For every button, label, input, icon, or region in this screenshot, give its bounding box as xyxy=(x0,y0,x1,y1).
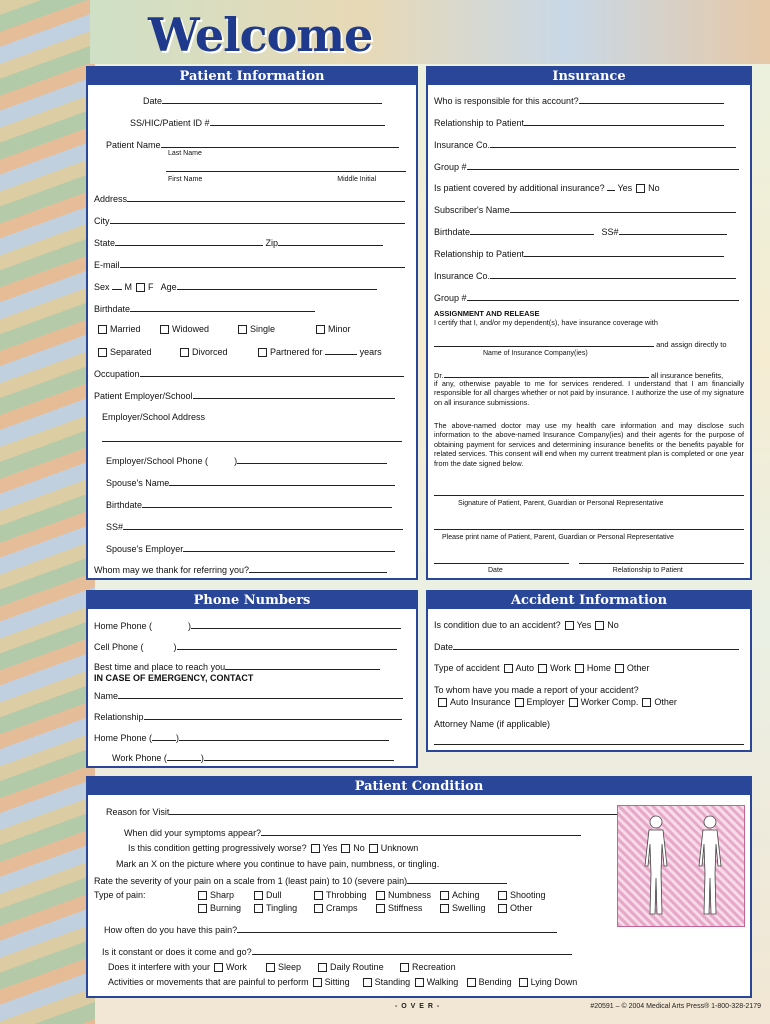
insurance-heading: Insurance xyxy=(428,68,750,85)
zip-label: Zip xyxy=(265,238,279,248)
activity-bending-label: Bending xyxy=(478,977,512,987)
group-field[interactable] xyxy=(467,160,739,170)
sex-f-checkbox[interactable] xyxy=(136,283,145,292)
relationship2-field[interactable] xyxy=(524,247,724,257)
accident-date-field[interactable] xyxy=(453,640,739,650)
city-field[interactable] xyxy=(110,214,405,224)
partnered-years-field[interactable] xyxy=(325,345,357,355)
divorced-checkbox[interactable] xyxy=(180,348,189,357)
zip-field[interactable] xyxy=(278,236,383,246)
worse-no-checkbox[interactable] xyxy=(341,844,350,853)
ss-id-label: SS/HIC/Patient ID # xyxy=(130,118,210,128)
decorative-artwork-left xyxy=(0,0,95,1024)
years-label: years xyxy=(359,347,382,357)
activity-walking-checkbox[interactable] xyxy=(415,978,424,987)
interfere-daily-checkbox[interactable] xyxy=(318,963,327,972)
aching-label: Aching xyxy=(452,890,480,900)
occupation-field[interactable] xyxy=(140,367,404,377)
spouse-birthdate-field[interactable] xyxy=(142,498,392,508)
subscriber-birthdate-field[interactable] xyxy=(470,225,594,235)
city-label: City xyxy=(94,216,110,226)
interfere-recreation-label: Recreation xyxy=(412,962,456,972)
report-workers-comp-checkbox[interactable] xyxy=(569,698,578,707)
constant-field[interactable] xyxy=(252,945,572,955)
home-phone-field[interactable] xyxy=(191,619,401,629)
print-name-caption: Please print name of Patient, Parent, Guardian or Personal Representative xyxy=(442,534,674,541)
responsible-label: Who is responsible for this account? xyxy=(434,96,579,106)
emergency-relationship-label: Relationship xyxy=(94,712,144,722)
subscriber-field[interactable] xyxy=(510,203,736,213)
appear-field[interactable] xyxy=(261,826,581,836)
pain-other-label: Other xyxy=(510,903,533,913)
partnered-checkbox[interactable] xyxy=(258,348,267,357)
worse-label: Is this condition getting progressively worse? xyxy=(128,843,307,853)
employer-label: Patient Employer/School xyxy=(94,391,193,401)
attorney-field[interactable] xyxy=(434,735,744,745)
interfere-recreation-checkbox[interactable] xyxy=(400,963,409,972)
type-pain-label: Type of pain: xyxy=(94,890,146,900)
group2-field[interactable] xyxy=(467,291,739,301)
spouse-name-label: Spouse's Name xyxy=(106,478,170,488)
sign-date-field[interactable] xyxy=(434,554,569,564)
email-label: E-mail xyxy=(94,260,120,270)
company-names-caption: Name of Insurance Company(ies) xyxy=(483,350,588,357)
activities-label: Activities or movements that are painful to perform xyxy=(108,977,309,987)
state-field[interactable] xyxy=(115,236,263,246)
assignment-responsibility: if any, otherwise payable to me for services rendered. I understand that I am financially responsible for all charges whether or not paid by insurance. I authorize the use of my signature on all insurance submissions. xyxy=(434,379,744,407)
activity-standing-label: Standing xyxy=(374,977,411,987)
employer-address-label: Employer/School Address xyxy=(102,412,206,422)
subscriber-ss-label: SS# xyxy=(601,227,619,237)
swelling-label: Swelling xyxy=(452,903,486,913)
date-caption: Date xyxy=(488,567,503,574)
phone-numbers-heading: Phone Numbers xyxy=(88,592,416,609)
numbness-checkbox[interactable] xyxy=(376,891,385,900)
patient-name-label: Patient Name xyxy=(106,140,161,150)
report-other-label: Other xyxy=(654,697,677,707)
last-name-caption: Last Name xyxy=(168,150,202,157)
activity-sitting-checkbox[interactable] xyxy=(313,978,322,987)
body-front-figure[interactable] xyxy=(636,814,676,918)
insurance-co2-label: Insurance Co. xyxy=(434,271,491,281)
dr-label: Dr. xyxy=(434,371,444,380)
patient-information-panel xyxy=(86,66,418,580)
married-checkbox[interactable] xyxy=(98,325,107,334)
spouse-employer-label: Spouse's Employer xyxy=(106,544,184,554)
print-name-field[interactable] xyxy=(434,520,744,530)
birthdate-field[interactable] xyxy=(130,302,315,312)
body-pain-chart[interactable] xyxy=(617,805,745,927)
assignment-consent: The above-named doctor may use my health care information and may disclose such information to the above-named Insurance Company(ies) and their agents for the purpose of obtaining payment for services and determining insurance benefits or the benefits payable for related services. This consent will end when my current treatment plan is completed or one year from the date signed below. xyxy=(434,421,744,468)
relationship-label: Relationship to Patient xyxy=(434,118,525,128)
employer-address-field[interactable] xyxy=(102,432,402,442)
address-field[interactable] xyxy=(127,192,405,202)
report-workers-comp-label: Worker Comp. xyxy=(580,697,639,707)
date-label: Date xyxy=(143,96,163,106)
address-label: Address xyxy=(94,194,128,204)
interfere-daily-label: Daily Routine xyxy=(330,962,384,972)
signature-field[interactable] xyxy=(434,486,744,496)
worse-unknown-label: Unknown xyxy=(380,843,419,853)
page-footer xyxy=(95,1000,765,1014)
insurance-panel xyxy=(426,66,752,580)
divorced-label: Divorced xyxy=(192,347,228,357)
report-auto-checkbox[interactable] xyxy=(438,698,447,707)
burning-label: Burning xyxy=(210,903,242,913)
relationship2-label: Relationship to Patient xyxy=(434,249,525,259)
responsible-field[interactable] xyxy=(579,94,724,104)
single-checkbox[interactable] xyxy=(238,325,247,334)
cramps-label: Cramps xyxy=(326,903,358,913)
occupation-label: Occupation xyxy=(94,369,140,379)
body-back-figure[interactable] xyxy=(690,814,730,918)
widowed-checkbox[interactable] xyxy=(160,325,169,334)
spouse-ss-field[interactable] xyxy=(123,520,403,530)
home-phone-paren: ) xyxy=(188,621,192,631)
accident-auto-label: Auto xyxy=(515,663,535,673)
widowed-label: Widowed xyxy=(172,324,210,334)
email-field[interactable] xyxy=(120,258,405,268)
stiffness-label: Stiffness xyxy=(388,903,423,913)
single-label: Single xyxy=(250,324,276,334)
aching-checkbox[interactable] xyxy=(440,891,449,900)
referral-label: Whom may we thank for referring you? xyxy=(94,565,250,575)
pain-other-checkbox[interactable] xyxy=(498,904,507,913)
shooting-label: Shooting xyxy=(510,890,546,900)
ss-id-field[interactable] xyxy=(210,116,385,126)
severity-field[interactable] xyxy=(407,874,507,884)
all-benefits-label: all insurance benefits, xyxy=(650,371,724,380)
additional-yes-label: Yes xyxy=(617,183,633,193)
married-label: Married xyxy=(110,324,141,334)
copyright-text: #20591 – © 2004 Medical Arts Press® 1-800-328-2179 xyxy=(590,1003,761,1010)
insurance-co2-field[interactable] xyxy=(490,269,736,279)
sex-label: Sex xyxy=(94,282,110,292)
cell-phone-paren: ) xyxy=(173,642,177,652)
accident-other-label: Other xyxy=(626,663,650,673)
activity-lying-label: Lying Down xyxy=(530,977,578,987)
burning-checkbox[interactable] xyxy=(198,904,207,913)
activity-sitting-label: Sitting xyxy=(324,977,350,987)
throbbing-checkbox[interactable] xyxy=(314,891,323,900)
sign-relationship-field[interactable] xyxy=(579,554,744,564)
report-label: To whom have you made a report of your accident? xyxy=(434,685,639,695)
sex-m-blank[interactable] xyxy=(112,280,122,290)
worse-unknown-checkbox[interactable] xyxy=(369,844,378,853)
additional-yes-blank[interactable] xyxy=(607,181,615,191)
worse-yes-checkbox[interactable] xyxy=(311,844,320,853)
throbbing-label: Throbbing xyxy=(326,890,367,900)
interfere-label: Does it interfere with your xyxy=(108,962,211,972)
age-label: Age xyxy=(160,282,177,292)
patient-information-heading: Patient Information xyxy=(88,68,416,85)
insurance-company-names-field[interactable] xyxy=(434,337,654,347)
shooting-checkbox[interactable] xyxy=(498,891,507,900)
additional-no-checkbox[interactable] xyxy=(636,184,645,193)
activity-bending-checkbox[interactable] xyxy=(467,978,476,987)
accident-type-label: Type of accident xyxy=(434,663,500,673)
signature-caption: Signature of Patient, Parent, Guardian or Personal Representative xyxy=(458,500,664,507)
cell-phone-label: Cell Phone ( xyxy=(94,642,144,652)
employer-phone-field[interactable] xyxy=(237,454,387,464)
accident-date-label: Date xyxy=(434,642,454,652)
referral-field[interactable] xyxy=(249,563,387,573)
accident-no-label: No xyxy=(607,620,619,630)
state-label: State xyxy=(94,238,116,248)
emergency-relationship-field[interactable] xyxy=(144,710,402,720)
appear-label: When did your symptoms appear? xyxy=(124,828,262,838)
sex-f-label: F xyxy=(148,282,154,292)
accident-auto-checkbox[interactable] xyxy=(504,664,513,673)
accident-other-checkbox[interactable] xyxy=(615,664,624,673)
attorney-label: Attorney Name (if applicable) xyxy=(434,719,551,729)
tingling-label: Tingling xyxy=(266,903,298,913)
birthdate-label: Birthdate xyxy=(94,304,131,314)
accident-work-checkbox[interactable] xyxy=(538,664,547,673)
accident-information-heading: Accident Information xyxy=(428,592,750,609)
cell-phone-field[interactable] xyxy=(177,640,397,650)
page-title: Welcome xyxy=(148,8,373,62)
separated-checkbox[interactable] xyxy=(98,348,107,357)
date-field[interactable] xyxy=(162,94,382,104)
emergency-name-field[interactable] xyxy=(118,689,403,699)
subscriber-ss-field[interactable] xyxy=(619,225,727,235)
interfere-work-label: Work xyxy=(226,962,247,972)
spouse-ss-label: SS# xyxy=(106,522,124,532)
spouse-name-field[interactable] xyxy=(169,476,395,486)
additional-no-label: No xyxy=(648,183,660,193)
over-label: - O V E R - xyxy=(395,1003,441,1010)
home-phone-label: Home Phone ( xyxy=(94,621,153,631)
employer-field[interactable] xyxy=(193,389,395,399)
accident-information-panel xyxy=(426,590,752,752)
best-time-label: Best time and place to reach you xyxy=(94,662,226,672)
emergency-contact-heading: IN CASE OF EMERGENCY, CONTACT xyxy=(94,673,254,683)
emergency-work-area[interactable] xyxy=(167,751,201,761)
dull-checkbox[interactable] xyxy=(254,891,263,900)
accident-work-label: Work xyxy=(550,663,571,673)
group-label: Group # xyxy=(434,162,467,172)
accident-no-checkbox[interactable] xyxy=(595,621,604,630)
employer-phone-paren: ) xyxy=(234,456,238,466)
patient-condition-heading: Patient Condition xyxy=(88,778,750,795)
accident-yes-checkbox[interactable] xyxy=(565,621,574,630)
partnered-label: Partnered for xyxy=(270,347,323,357)
first-name-field[interactable] xyxy=(166,162,406,172)
doctor-name-field[interactable] xyxy=(444,368,649,378)
patient-name-field[interactable] xyxy=(161,138,399,148)
accident-due-label: Is condition due to an accident? xyxy=(434,620,561,630)
how-often-field[interactable] xyxy=(237,923,557,933)
how-often-label: How often do you have this pain? xyxy=(104,925,238,935)
activity-lying-checkbox[interactable] xyxy=(519,978,528,987)
subscriber-label: Subscriber's Name xyxy=(434,205,510,215)
reason-label: Reason for Visit xyxy=(106,807,170,817)
assignment-title: ASSIGNMENT AND RELEASE xyxy=(434,309,540,318)
worse-yes-label: Yes xyxy=(322,843,338,853)
activity-walking-label: Walking xyxy=(426,977,459,987)
interfere-sleep-label: Sleep xyxy=(278,962,302,972)
insurance-co-label: Insurance Co. xyxy=(434,140,491,150)
emergency-work-paren: ) xyxy=(200,753,204,763)
constant-label: Is it constant or does it come and go? xyxy=(102,947,252,957)
emergency-work-phone-label: Work Phone ( xyxy=(112,753,167,763)
report-other-checkbox[interactable] xyxy=(642,698,651,707)
employer-phone-label: Employer/School Phone ( xyxy=(106,456,209,466)
emergency-home-paren: ) xyxy=(176,733,180,743)
group2-label: Group # xyxy=(434,293,467,303)
cramps-checkbox[interactable] xyxy=(314,904,323,913)
accident-yes-label: Yes xyxy=(576,620,592,630)
sharp-label: Sharp xyxy=(210,890,235,900)
emergency-home-field[interactable] xyxy=(179,731,389,741)
spouse-employer-field[interactable] xyxy=(183,542,395,552)
relationship-field[interactable] xyxy=(524,116,724,126)
first-name-caption: First Name xyxy=(168,176,203,183)
assignment-certify: I certify that I, and/or my dependent(s), have insurance coverage with xyxy=(434,318,658,327)
middle-initial-caption: Middle Initial xyxy=(337,176,377,183)
insurance-co-field[interactable] xyxy=(490,138,736,148)
assign-directly-label: and assign directly to xyxy=(656,340,727,349)
stiffness-checkbox[interactable] xyxy=(376,904,385,913)
minor-checkbox[interactable] xyxy=(316,325,325,334)
age-field[interactable] xyxy=(177,280,377,290)
emergency-home-area[interactable] xyxy=(152,731,176,741)
tingling-checkbox[interactable] xyxy=(254,904,263,913)
dull-label: Dull xyxy=(266,890,282,900)
sex-m-label: M xyxy=(124,282,133,292)
activity-standing-checkbox[interactable] xyxy=(363,978,372,987)
swelling-checkbox[interactable] xyxy=(440,904,449,913)
interfere-work-checkbox[interactable] xyxy=(214,963,223,972)
report-employer-checkbox[interactable] xyxy=(515,698,524,707)
emergency-home-phone-label: Home Phone ( xyxy=(94,733,153,743)
mark-x-instruction: Mark an X on the picture where you continue to have pain, numbness, or tingling. xyxy=(116,859,440,869)
numbness-label: Numbness xyxy=(388,890,432,900)
emergency-name-label: Name xyxy=(94,691,119,701)
accident-home-checkbox[interactable] xyxy=(575,664,584,673)
additional-insurance-label: Is patient covered by additional insurance? xyxy=(434,183,605,193)
interfere-sleep-checkbox[interactable] xyxy=(266,963,275,972)
minor-label: Minor xyxy=(328,324,351,334)
severity-label: Rate the severity of your pain on a scale from 1 (least pain) to 10 (severe pain) xyxy=(94,876,408,886)
emergency-work-field[interactable] xyxy=(204,751,394,761)
subscriber-birthdate-label: Birthdate xyxy=(434,227,471,237)
best-time-field[interactable] xyxy=(225,660,380,670)
spouse-birthdate-label: Birthdate xyxy=(106,500,143,510)
phone-numbers-panel xyxy=(86,590,418,768)
report-employer-label: Employer xyxy=(526,697,565,707)
accident-home-label: Home xyxy=(586,663,611,673)
separated-label: Separated xyxy=(110,347,152,357)
sharp-checkbox[interactable] xyxy=(198,891,207,900)
report-auto-label: Auto Insurance xyxy=(450,697,511,707)
worse-no-label: No xyxy=(353,843,365,853)
relationship-caption: Relationship to Patient xyxy=(612,567,683,574)
